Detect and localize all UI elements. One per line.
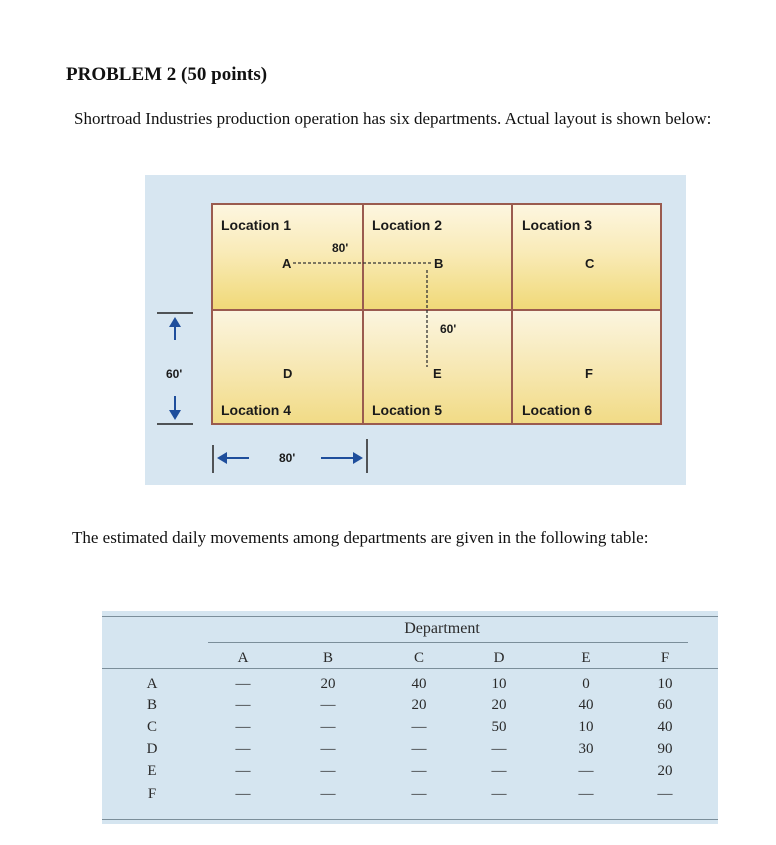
table-cell: 40	[578, 697, 594, 713]
column-header: A	[237, 650, 249, 666]
table-cell: —	[235, 676, 251, 692]
table-cell: —	[320, 697, 336, 713]
table-cell: 50	[491, 719, 507, 735]
table-cell: —	[235, 719, 251, 735]
table-cell: 90	[657, 741, 673, 757]
table-cell: 40	[657, 719, 673, 735]
table-cell: 10	[578, 719, 594, 735]
department-label: B	[434, 256, 444, 271]
table-cell: —	[235, 786, 251, 802]
arrow-up-icon	[169, 317, 181, 327]
table-cell: —	[578, 763, 594, 779]
movement-table	[102, 611, 718, 824]
table-cell: 30	[578, 741, 594, 757]
table-cell: 10	[657, 676, 673, 692]
table-intro-paragraph: The estimated daily movements among departments are given in the following table:	[72, 528, 649, 547]
dimension-label-ab: 80'	[332, 241, 349, 255]
row-label: D	[146, 741, 158, 757]
arrow-down-icon	[169, 410, 181, 420]
table-cell: —	[235, 697, 251, 713]
table-cell: 40	[411, 676, 427, 692]
table-cell: —	[320, 719, 336, 735]
location-label: Location 5	[372, 402, 443, 418]
table-cell: —	[657, 786, 673, 802]
row-label: C	[146, 719, 157, 735]
table-cell: —	[235, 763, 251, 779]
table-cell: 20	[491, 697, 507, 713]
column-header: D	[493, 650, 505, 666]
department-label: E	[433, 366, 442, 381]
department-label: A	[282, 256, 292, 271]
location-label: Location 4	[221, 402, 292, 418]
table-rule-caption	[208, 642, 688, 643]
table-cell: —	[578, 786, 594, 802]
department-label: F	[585, 366, 593, 381]
table-rule-bottom	[102, 819, 718, 820]
table-cell: —	[320, 741, 336, 757]
table-cell: —	[491, 786, 507, 802]
location-label: Location 1	[221, 217, 292, 233]
table-rule-header	[102, 668, 718, 669]
table-cell: —	[411, 719, 427, 735]
column-header: C	[413, 650, 424, 666]
movement-table-figure	[102, 611, 718, 824]
department-label: C	[585, 256, 595, 271]
row-label: E	[147, 763, 157, 779]
location-label: Location 3	[522, 217, 593, 233]
table-cell: —	[320, 763, 336, 779]
table-cell: 60	[657, 697, 673, 713]
table-cell: —	[235, 741, 251, 757]
layout-figure	[145, 175, 686, 485]
department-label: D	[283, 366, 293, 381]
table-cell: —	[411, 763, 427, 779]
location-label: Location 2	[372, 217, 443, 233]
location-label: Location 6	[522, 402, 593, 418]
problem-title: PROBLEM 2 (50 points)	[66, 64, 268, 85]
table-cell: 20	[411, 697, 427, 713]
table-cell: —	[320, 786, 336, 802]
dimension-lines	[145, 175, 686, 485]
department-caption: Department	[404, 620, 480, 637]
dimension-label-be: 60'	[440, 322, 457, 336]
table-cell: —	[411, 786, 427, 802]
dimension-label-height: 60'	[166, 367, 183, 381]
intro-paragraph: Shortroad Industries production operation has six departments. Actual layout is shown below:	[74, 109, 712, 128]
table-cell: 20	[657, 763, 673, 779]
table-cell: 20	[320, 676, 336, 692]
table-cell: —	[491, 741, 507, 757]
arrow-right-icon	[353, 452, 363, 464]
dimension-label-width: 80'	[279, 451, 296, 465]
arrow-left-icon	[217, 452, 227, 464]
table-cell: 0	[582, 676, 590, 692]
column-header: B	[322, 650, 333, 666]
row-label: F	[147, 786, 157, 802]
row-label: A	[146, 676, 158, 692]
table-cell: —	[491, 763, 507, 779]
table-rule-top	[102, 616, 718, 617]
column-header: E	[581, 650, 591, 666]
table-cell: 10	[491, 676, 507, 692]
row-label: B	[146, 697, 157, 713]
table-cell: —	[411, 741, 427, 757]
column-header: F	[660, 650, 670, 666]
